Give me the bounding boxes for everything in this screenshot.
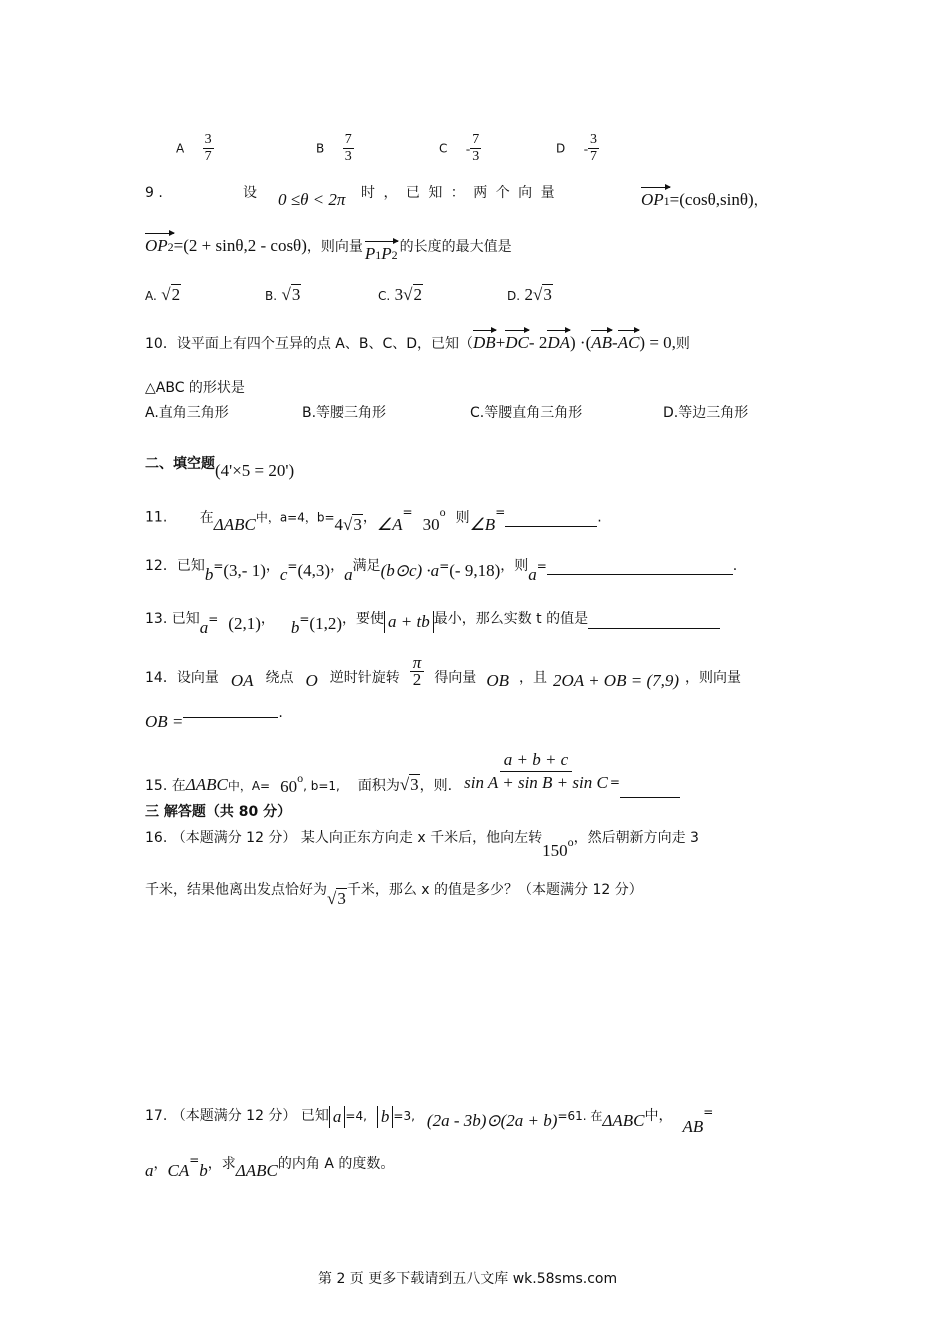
q9-option-d: D. 2√3 (507, 285, 552, 304)
q8-option-d: D - $\frac{3}{7}$ (556, 132, 598, 164)
q10-line2: △ABC 的形状是 (145, 380, 245, 396)
q9-line1: 9 . 设 0 ≤θ < 2π 时 ， 已 知 ： 两 个 向 量 OP1=(cosθ,sinθ)， (145, 185, 768, 209)
section3-title: 三 解答题（共 80 分） (145, 804, 292, 820)
q10-option-a: A.直角三角形 (145, 405, 229, 421)
q12: 12．已知b=(3,- 1)，c=(4,3)，a满足(b⊙c) ·a=(- 9,18)，则a= . (145, 558, 738, 584)
q13-abs-expr: a + tb (384, 611, 434, 633)
q10-option-b: B.等腰三角形 (302, 405, 387, 421)
q15-answer-blank[interactable] (620, 775, 680, 798)
q12-answer-blank[interactable] (547, 556, 733, 575)
q11-answer-blank[interactable] (505, 508, 597, 527)
q10-option-c: C.等腰直角三角形 (470, 405, 583, 421)
q13-answer-blank[interactable] (588, 610, 720, 629)
q9-option-a: A. √2 (145, 285, 181, 304)
q8-option-a: A $\frac{3}{7}$ (176, 132, 212, 164)
q16-line1: 16. （本题满分 12 分） 某人向正东方向走 x 千米后，他向左转150o，然后朝新方向走 3 (145, 830, 699, 860)
q17-line1: 17. （本题满分 12 分） 已知 a =4, b =3, (2a - 3b)⊙(2a + b)=61. 在ΔABC中，AB= (145, 1105, 714, 1136)
q9-line2: OP2=(2 + sinθ,2 - cosθ)，则向量 P1P2 的长度的最大值是 (145, 233, 512, 256)
q14-line1: 14．设向量 OA 绕点 O 逆时针旋转 $\frac{\pi}{2}$ 得向量 OB ，且 2OA + OB = (7,9) ，则向量 (145, 653, 742, 690)
q10-line1: 10．设平面上有四个互异的点 A、B、C、D，已知（DB+DC- 2DA) ·(AB-AC) = 0,则 (145, 330, 690, 353)
q11: 11. 在ΔABC中，a=4，b=4√3，∠A=30o 则∠B= . (145, 505, 602, 534)
q14-answer-blank[interactable] (183, 711, 278, 718)
q9-condition: 0 ≤θ < 2π (278, 190, 346, 209)
q14-line2: OB = . (145, 705, 283, 731)
q13: 13. 已知a= (2,1)， b=(1,2)，要使 a + tb 最小，那么实数 t 的值是 (145, 607, 720, 629)
vector-op1: OP1=(cosθ,sinθ)， (641, 187, 768, 210)
q17-line2: a，CA=b，求ΔABC的内角 A 的度数。 (145, 1153, 395, 1180)
q16-line2: 千米，结果他离出发点恰好为√3千米，那么 x 的值是多少？（本题满分 12 分） (145, 882, 643, 908)
page-footer: 第 2 页 更多下载请到五八文库 wk.58sms.com (318, 1271, 618, 1287)
q9-option-c: C. 3√2 (378, 285, 422, 304)
q15-fraction: $\frac{a + b + c}{\text{sin A + sin B + sin C}}$ (464, 750, 608, 792)
q8-option-c: C - $\frac{7}{3}$ (439, 132, 480, 164)
section2-title: 二、填空题(4'×5 = 20') (145, 456, 295, 480)
q9-option-b: B. √3 (265, 285, 301, 304)
q15: 15. 在ΔABC中，A= 60o, b=1, 面积为√3，则. $\frac{a + b + c}{\text{sin A + sin B + sin C}}$ = (145, 749, 680, 794)
q8-option-b: B $\frac{7}{3}$ (316, 132, 352, 164)
q10-option-d: D.等边三角形 (663, 405, 749, 421)
